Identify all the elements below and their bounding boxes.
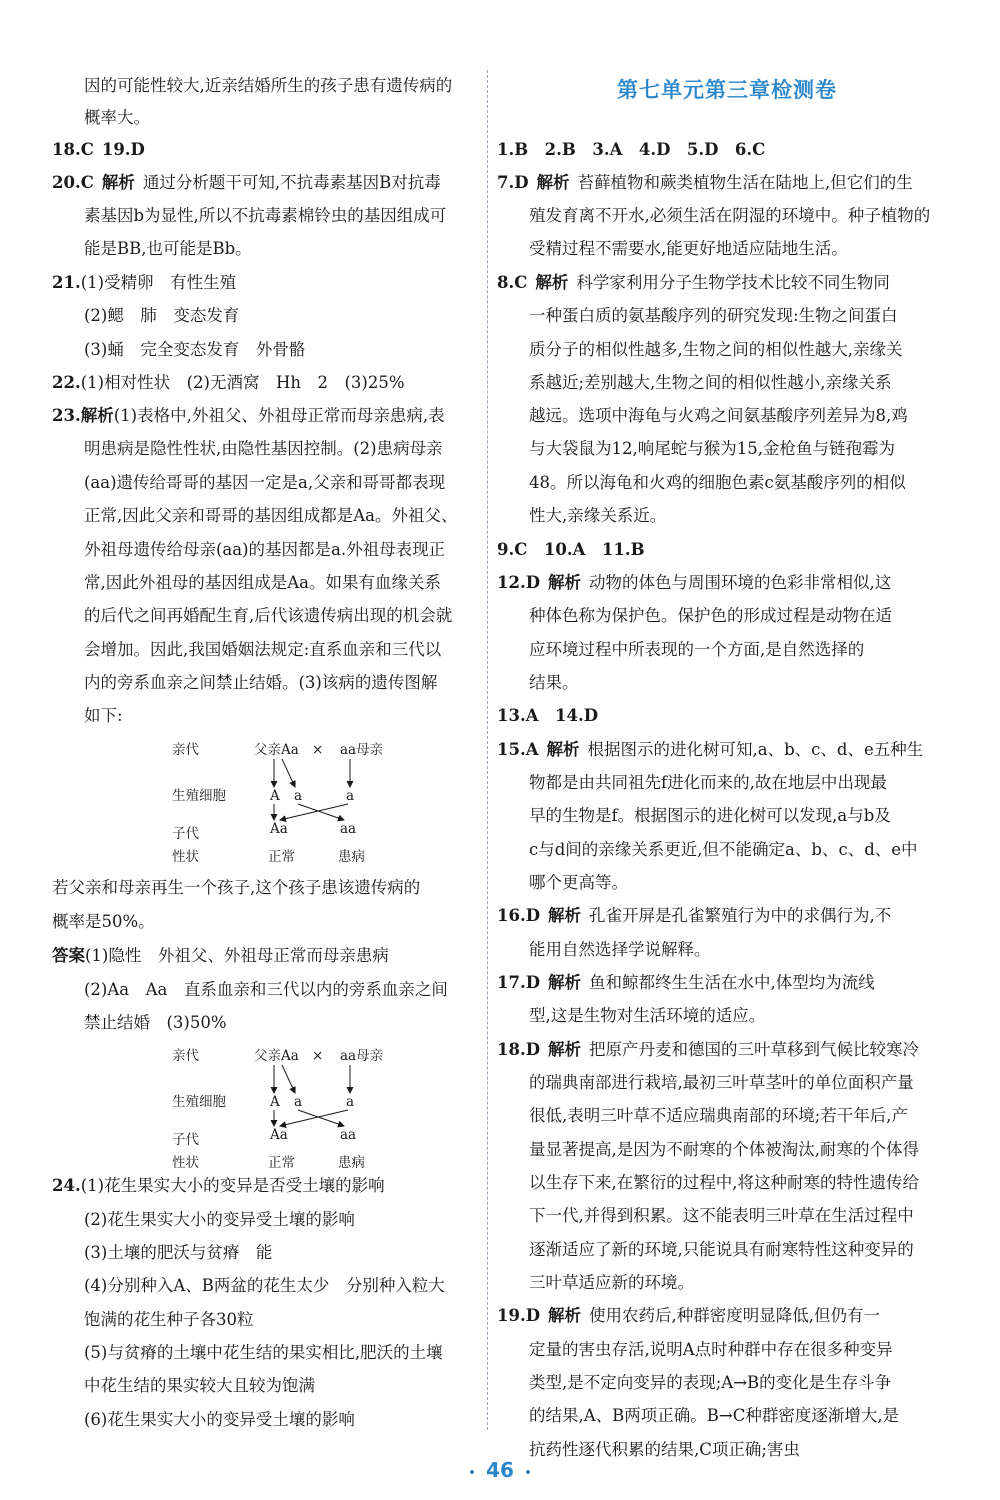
gamete: A	[270, 788, 280, 804]
analysis-tag: 解析	[546, 740, 580, 759]
column-divider	[487, 70, 488, 1430]
text-line: (2)鳃 肺 变态发育	[84, 306, 240, 325]
row-label-gamete: 生殖细胞	[172, 788, 226, 804]
text-line: (6)花生果实大小的变异受土壤的影响	[84, 1410, 355, 1429]
text-line: 应环境过程中所表现的一个方面,是自然选择的	[529, 640, 865, 659]
answer-16	[497, 906, 891, 926]
trait-normal: 正常	[268, 1155, 295, 1171]
text-line: 三叶草适应新的环境。	[529, 1273, 694, 1292]
analysis-tag: 解析	[548, 1306, 582, 1325]
text-line: 使用农药后,种群密度明显降低,但仍有一	[589, 1306, 881, 1325]
text-line: 因的可能性较大,近亲结婚所生的孩子患有遗传病的	[84, 76, 453, 95]
answer-7	[497, 173, 913, 193]
text-line: 孔雀开屏是孔雀繁殖行为中的求偶行为,不	[589, 906, 892, 925]
offspring-genotype: aa	[340, 1127, 357, 1143]
text-line: 通过分析题干可知,不抗毒素基因B对抗毒	[142, 173, 441, 192]
answer-number: 22.	[52, 373, 81, 392]
answer-number: 18.D	[497, 1040, 541, 1059]
mother-genotype: aa母亲	[340, 1048, 384, 1064]
answer-19	[497, 1306, 880, 1326]
text-line: 能用自然选择学说解释。	[529, 940, 711, 959]
row-label-trait: 性状	[172, 849, 199, 865]
text-line: 常,因此外祖母的基因组成是Aa。如果有血缘关系	[84, 573, 441, 592]
answer-8	[497, 273, 890, 293]
text-line: (3)蛹 完全变态发育 外骨骼	[84, 340, 306, 359]
answer-23-final	[52, 946, 389, 966]
answer-23	[52, 406, 445, 426]
text-line: 系越近;差别越大,生物之间的相似性越小,亲缘关系	[529, 373, 892, 392]
analysis-tag: 解析	[535, 273, 569, 292]
answer-12	[497, 573, 891, 593]
text-line: 科学家利用分子生物学技术比较不同生物同	[576, 273, 890, 292]
answer-number: 19.D	[101, 140, 145, 159]
text-line: 与大袋鼠为12,响尾蛇与猴为15,金枪鱼与链孢霉为	[529, 439, 895, 458]
text-line: 的后代之间再婚配生育,后代该遗传病出现的机会就	[84, 606, 453, 625]
answer-22	[52, 373, 405, 393]
text-line: 饱满的花生种子各30粒	[84, 1310, 254, 1329]
text-line: (aa)遗传给哥哥的基因一定是a,父亲和哥哥都表现	[84, 473, 446, 492]
text-line: (1)受精卵 有性生殖	[80, 273, 237, 292]
text-line: 类型,是不定向变异的表现;A→B的变化是生存斗争	[529, 1373, 892, 1392]
father-genotype: 父亲Aa	[254, 1048, 299, 1064]
text-line: 型,这是生物对生活环境的适应。	[529, 1006, 766, 1025]
text-line: 明患病是隐性性状,由隐性基因控制。(2)患病母亲	[84, 439, 443, 458]
row-label-offspring: 子代	[172, 826, 199, 842]
text-line: 下一代,并得到积累。这不能表明三叶草在生活过程中	[529, 1206, 914, 1225]
answer-18-19	[52, 140, 145, 160]
answer-18	[497, 1040, 919, 1060]
text-line: 48。所以海龟和火鸡的细胞色素c氨基酸序列的相似	[529, 473, 906, 492]
gamete: a	[294, 788, 303, 804]
answers-1-6	[497, 140, 765, 160]
text-line: 禁止结婚 (3)50%	[84, 1013, 227, 1032]
text-line: 抗药性逐代积累的结果,C项正确;害虫	[529, 1440, 800, 1459]
answer-list: 13.A 14.D	[497, 706, 599, 725]
row-label-parent: 亲代	[172, 1048, 199, 1064]
text-line: (4)分别种入A、B两盆的花生太少 分别种入粒大	[84, 1276, 445, 1295]
text-line: 殖发育离不开水,必须生活在阴湿的环境中。种子植物的	[529, 206, 931, 225]
text-line: 物都是由共同祖先f进化而来的,故在地层中出现最	[529, 773, 887, 792]
answers-9-11	[497, 540, 645, 560]
cross-symbol: ×	[312, 1048, 324, 1064]
text-line: 哪个更高等。	[529, 873, 628, 892]
trait-disease: 患病	[338, 1155, 365, 1171]
text-line: 如下:	[84, 706, 123, 725]
gamete: a	[294, 1094, 303, 1110]
text-line: 中花生结的果实较大且较为饱满	[84, 1376, 315, 1395]
analysis-tag: 解析	[548, 973, 582, 992]
genetic-diagram-1	[162, 740, 422, 868]
text-line: (1)相对性状 (2)无酒窝 Hh 2 (3)25%	[80, 373, 405, 392]
text-line: 素基因b为显性,所以不抗毒素棉铃虫的基因组成可	[84, 206, 447, 225]
text-line: 若父亲和母亲再生一个孩子,这个孩子患该遗传病的	[52, 878, 421, 897]
answer-number: 17.D	[497, 973, 541, 992]
text-line: 内的旁系血亲之间禁止结婚。(3)该病的遗传图解	[84, 673, 438, 692]
offspring-genotype: aa	[340, 821, 357, 837]
offspring-genotype: Aa	[270, 821, 288, 837]
row-label-parent: 亲代	[172, 742, 199, 758]
text-line: (5)与贫瘠的土壤中花生结的果实相比,肥沃的土壤	[84, 1343, 443, 1362]
page-dot	[470, 1470, 474, 1474]
answer-number: 24.	[52, 1176, 81, 1195]
page-number	[0, 1458, 1000, 1482]
genetic-diagram-2	[162, 1046, 422, 1174]
answer-number: 7.D	[497, 173, 529, 192]
text-line: 鱼和鲸都终生生活在水中,体型均为流线	[589, 973, 875, 992]
text-line: (2)花生果实大小的变异受土壤的影响	[84, 1210, 355, 1229]
analysis-tag: 解析	[548, 906, 582, 925]
text-line: 质分子的相似性越多,生物之间的相似性越大,亲缘关	[529, 340, 903, 359]
answer-number: 15.A	[497, 740, 539, 759]
section-title: 第七单元第三章检测卷	[617, 78, 837, 102]
text-line: 种体色称为保护色。保护色的形成过程是动物在适	[529, 606, 892, 625]
mother-genotype: aa母亲	[340, 742, 384, 758]
text-line: 受精过程不需要水,能更好地适应陆地生活。	[529, 239, 848, 258]
text-line: 的结果,A、B两项正确。B→C种群密度逐渐增大,是	[529, 1406, 900, 1425]
answer-20	[52, 173, 441, 193]
answer-21	[52, 273, 236, 293]
text-line: 一种蛋白质的氨基酸序列的研究发现:生物之间蛋白	[529, 306, 898, 325]
analysis-tag: 解析	[548, 1040, 582, 1059]
answer-list: 9.C 10.A 11.B	[497, 540, 645, 559]
father-genotype: 父亲Aa	[254, 742, 299, 758]
answer-list: 1.B 2.B 3.A 4.D 5.D 6.C	[497, 140, 766, 159]
row-label-offspring: 子代	[172, 1132, 199, 1148]
row-label-trait: 性状	[172, 1155, 199, 1171]
page-number-text: 46	[486, 1458, 514, 1482]
analysis-tag: 解析	[548, 573, 582, 592]
text-line: 概率大。	[84, 108, 150, 127]
page-dot	[526, 1470, 530, 1474]
text-line: 苔藓植物和蕨类植物生活在陆地上,但它们的生	[577, 173, 913, 192]
text-line: 很低,表明三叶草不适应瑞典南部的环境;若干年后,产	[529, 1106, 909, 1125]
text-line: (1)隐性 外祖父、外祖母正常而母亲患病	[85, 946, 389, 965]
cross-symbol: ×	[312, 742, 324, 758]
text-line: 早的生物是f。根据图示的进化树可以发现,a与b及	[529, 806, 891, 825]
answers-13-14	[497, 706, 598, 726]
analysis-tag: 解析	[101, 173, 135, 192]
trait-disease: 患病	[338, 849, 365, 865]
text-line: 概率是50%。	[52, 912, 155, 931]
answer-number: 8.C	[497, 273, 528, 292]
gamete: a	[346, 788, 355, 804]
text-line: (1)表格中,外祖父、外祖母正常而母亲患病,表	[113, 406, 445, 425]
answer-number: 23.	[52, 406, 81, 425]
text-line: 动物的体色与周围环境的色彩非常相似,这	[589, 573, 892, 592]
text-line: 把原产丹麦和德国的三叶草移到气候比较寒冷	[589, 1040, 920, 1059]
text-line: 外祖母遗传给母亲(aa)的基因都是a.外祖母表现正	[84, 540, 446, 559]
text-line: 结果。	[529, 673, 579, 692]
text-line: (1)花生果实大小的变异是否受土壤的影响	[80, 1176, 385, 1195]
text-line: 逐渐适应了新的环境,只能说具有耐寒特性这种变异的	[529, 1240, 914, 1259]
gamete: A	[270, 1094, 280, 1110]
answer-number: 21.	[52, 273, 81, 292]
answer-15	[497, 740, 923, 760]
offspring-genotype: Aa	[270, 1127, 288, 1143]
analysis-tag: 解析	[80, 406, 114, 425]
text-line: 的瑞典南部进行栽培,最初三叶草茎叶的单位面积产量	[529, 1073, 914, 1092]
text-line: (3)土壤的肥沃与贫瘠 能	[84, 1243, 273, 1262]
analysis-tag: 解析	[536, 173, 570, 192]
answer-number: 12.D	[497, 573, 541, 592]
text-line: 正常,因此父亲和哥哥的基因组成都是Aa。外祖父、	[84, 506, 458, 525]
answer-24	[52, 1176, 385, 1196]
row-label-gamete: 生殖细胞	[172, 1094, 226, 1110]
text-line: 以生存下来,在繁衍的过程中,将这种耐寒的特性遗传给	[529, 1173, 919, 1192]
text-line: c与d间的亲缘关系更近,但不能确定a、b、c、d、e中	[529, 840, 918, 859]
answer-number: 16.D	[497, 906, 541, 925]
gamete: a	[346, 1094, 355, 1110]
text-line: 定量的害虫存活,说明A点时种群中存在很多种变异	[529, 1340, 893, 1359]
text-line: 会增加。因此,我国婚姻法规定:直系血亲和三代以	[84, 640, 442, 659]
text-line: 能是BB,也可能是Bb。	[84, 239, 252, 258]
answer-tag: 答案	[52, 946, 85, 965]
answer-number: 18.C	[52, 140, 94, 159]
trait-normal: 正常	[268, 849, 295, 865]
text-line: (2)Aa Aa 直系血亲和三代以内的旁系血亲之间	[84, 980, 448, 999]
answer-17	[497, 973, 875, 993]
answer-number: 19.D	[497, 1306, 541, 1325]
text-line: 量显著提高,是因为不耐寒的个体被淘汰,耐寒的个体得	[529, 1140, 919, 1159]
answer-number: 20.C	[52, 173, 94, 192]
text-line: 越远。选项中海龟与火鸡之间氨基酸序列差异为8,鸡	[529, 406, 908, 425]
text-line: 性大,亲缘关系近。	[529, 506, 667, 525]
text-line: 根据图示的进化树可知,a、b、c、d、e五种生	[587, 740, 924, 759]
